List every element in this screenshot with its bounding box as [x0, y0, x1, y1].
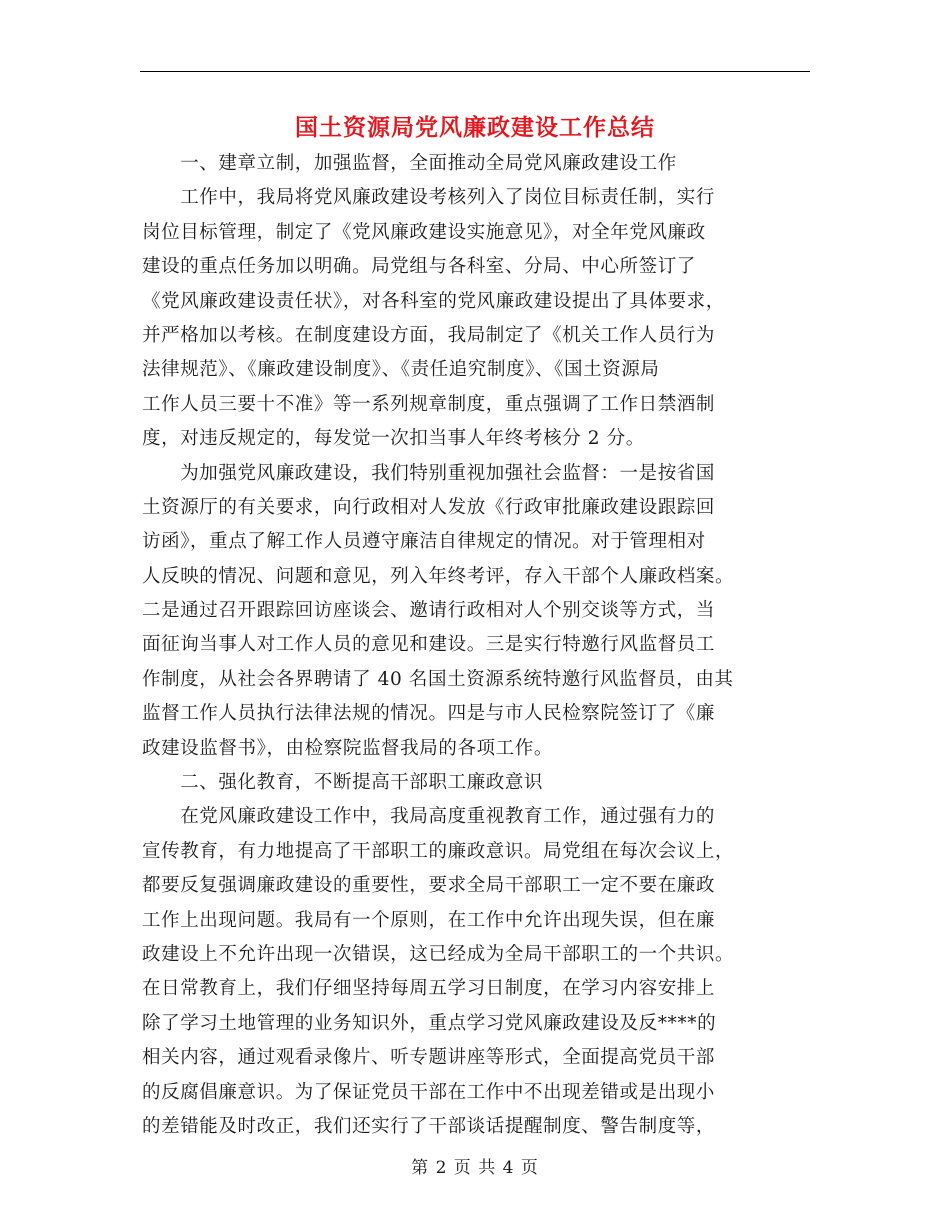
text-line: 除了学习土地管理的业务知识外，重点学习党风廉政建设及反****的: [142, 1012, 717, 1034]
text-line: 都要反复强调廉政建设的重要性，要求全局干部职工一定不要在廉政: [142, 875, 716, 897]
text-line: 作制度，从社会各界聘请了 40 名国土资源系统特邀行风监督员，由其: [142, 668, 734, 690]
text-line: 政建设监督书》，由检察院监督我局的各项工作。: [142, 737, 553, 759]
text-line: 并严格加以考核。在制度建设方面，我局制定了《机关工作人员行为: [142, 324, 716, 346]
header-rule: [140, 71, 810, 72]
text-line: 工作中，我局将党风廉政建设考核列入了岗位目标责任制，实行: [142, 187, 716, 209]
document-title: 国土资源局党风廉政建设工作总结: [295, 114, 655, 141]
page-footer: 第 2 页 共 4 页: [411, 1158, 539, 1178]
text-line: 访函》，重点了解工作人员遵守廉洁自律规定的情况。对于管理相对: [142, 531, 706, 553]
text-line: 二、强化教育，不断提高干部职工廉政意识: [142, 772, 544, 794]
text-line: 二是通过召开跟踪回访座谈会、邀请行政相对人个别交谈等方式，当: [142, 600, 716, 622]
text-line: 相关内容，通过观看录像片、听专题讲座等形式，全面提高党员干部: [142, 1047, 716, 1069]
text-line: 土资源厅的有关要求，向行政相对人发放《行政审批廉政建设跟踪回: [142, 496, 716, 518]
text-line: 在日常教育上，我们仔细坚持每周五学习日制度，在学习内容安排上: [142, 978, 716, 1000]
text-line: 工作上出现问题。我局有一个原则，在工作中允许出现失误，但在廉: [142, 909, 716, 931]
text-line: 度，对违反规定的，每发觉一次扣当事人年终考核分 2 分。: [142, 428, 645, 450]
text-line: 监督工作人员执行法律法规的情况。四是与市人民检察院签订了《廉: [142, 703, 716, 725]
text-line: 在党风廉政建设工作中，我局高度重视教育工作，通过强有力的: [142, 806, 716, 828]
text-line: 为加强党风廉政建设，我们特别重视加强社会监督：一是按省国: [142, 462, 716, 484]
text-line: 建设的重点任务加以明确。局党组与各科室、分局、中心所签订了: [142, 256, 696, 278]
document-body: [142, 147, 812, 1144]
text-line: 面征询当事人对工作人员的意见和建设。三是实行特邀行风监督员工: [142, 634, 716, 656]
text-line: 人反映的情况、问题和意见，列入年终考评，存入干部个人廉政档案。: [142, 565, 735, 587]
text-line: 工作人员三要十不准》等一系列规章制度，重点强调了工作日禁酒制: [142, 393, 716, 415]
text-line: 法律规范》、《廉政建设制度》、《责任追究制度》、《国土资源局: [142, 359, 660, 381]
text-line: 岗位目标管理，制定了《党风廉政建设实施意见》，对全年党风廉政: [142, 221, 706, 243]
text-line: 《党风廉政建设责任状》，对各科室的党风廉政建设提出了具体要求，: [142, 290, 725, 312]
text-line: 一、建章立制，加强监督，全面推动全局党风廉政建设工作: [142, 153, 677, 174]
text-line: 的反腐倡廉意识。为了保证党员干部在工作中不出现差错或是出现小: [142, 1081, 716, 1103]
text-line: 政建设上不允许出现一次错误，这已经成为全局干部职工的一个共识。: [142, 943, 735, 965]
text-line: 宣传教育，有力地提高了干部职工的廉政意识。局党组在每次会议上，: [142, 840, 735, 862]
text-line: 的差错能及时改正，我们还实行了干部谈话提醒制度、警告制度等，: [142, 1115, 716, 1137]
